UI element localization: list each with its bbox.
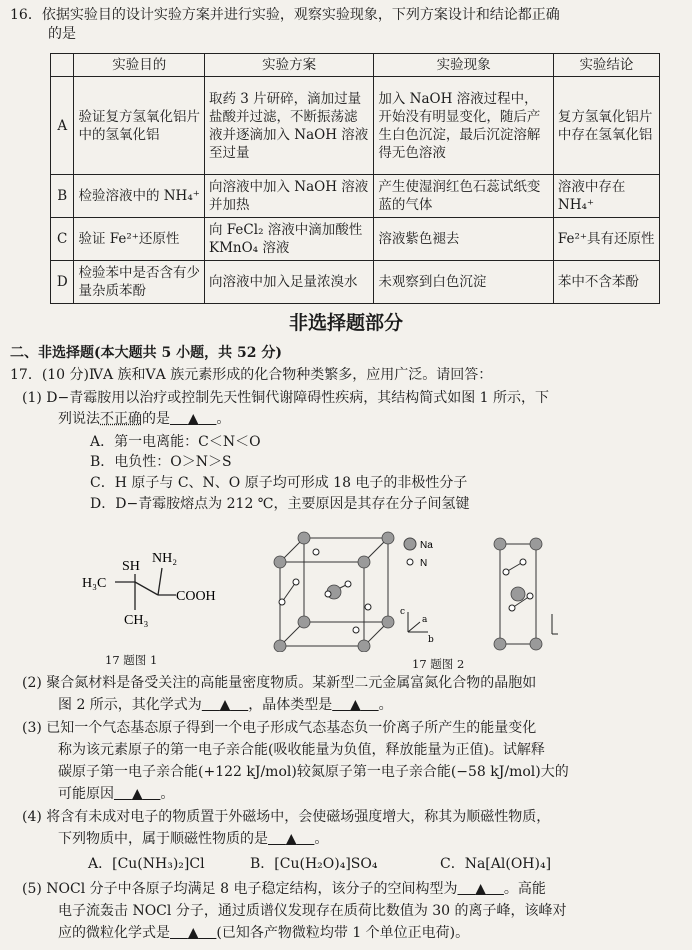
q16-table (50, 53, 660, 304)
cell-purpose: 检验溶液中的 NH₄⁺ (74, 175, 205, 218)
q17-p1-line1: (1) D−青霉胺用以治疗或控制先天性铜代谢障碍性疾病，其结构简式如图 1 所示，下 (22, 390, 550, 406)
label-nh2: NH₂ (152, 551, 178, 566)
cell-purpose: 验证复方氢氧化铝片中的氢氧化铝 (74, 77, 205, 175)
cell-conclusion: 溶液中存在 NH₄⁺ (553, 175, 659, 218)
q16-stem-line1: 16．依据实验目的设计实验方案并进行实验，观察实验现象，下列方案设计和结论都正确 (10, 7, 560, 23)
table-row (51, 261, 660, 304)
label-cooh: COOH (176, 589, 216, 604)
table-row (51, 77, 660, 175)
label-ch3: CH₃ (124, 613, 149, 628)
figure2-crystal-cell (268, 522, 558, 652)
answer-blank: ▲ (285, 831, 297, 847)
q17-p5-line3: 应的微粒化学式是 ▲ (已知各产物微粒均带 1 个单位正电荷)。 (58, 925, 470, 941)
figure1-structure (80, 540, 250, 640)
answer-blank: ▲ (187, 411, 199, 427)
cell-plan: 向溶液中加入 NaOH 溶液并加热 (205, 175, 374, 218)
table-row (51, 175, 660, 218)
cell-conclusion: 复方氢氧化铝片中存在氢氧化铝 (553, 77, 659, 175)
part2-heading: 二、非选择题(本大题共 5 小题，共 52 分) (10, 345, 282, 361)
section-title: 非选择题部分 (288, 312, 403, 334)
header-blank (51, 54, 74, 77)
option-4a: A．[Cu(NH₃)₂]Cl (88, 856, 205, 872)
option-4b: B．[Cu(H₂O)₄]SO₄ (250, 856, 378, 872)
option-1d: D．D−青霉胺熔点为 212 ℃，主要原因是其存在分子间氢键 (90, 496, 470, 512)
q17-p4-line1: (4) 将含有未成对电子的物质置于外磁场中，会使磁场强度增大，称其为顺磁性物质， (22, 809, 551, 825)
label-sh: SH (122, 559, 140, 574)
q17-p2-line1: (2) 聚合氮材料是备受关注的高能量密度物质。某新型二元金属富氮化合物的晶胞如 (22, 675, 537, 691)
q16-stem-line2: 的是 (48, 26, 76, 42)
cell-conclusion: 苯中不含苯酚 (553, 261, 659, 304)
q17-p3-line2: 称为该元素原子的第一电子亲合能(吸收能量为负值，释放能量为正值)。试解释 (58, 742, 545, 758)
q17-p5-line1: (5) NOCl 分子中各原子均满足 8 电子稳定结构，该分子的空间构型为 ▲ 。高能 (22, 881, 546, 897)
axis-a: a (422, 615, 428, 625)
axis-c: c (400, 607, 406, 617)
q17-p3-line4: 可能原因 ▲ 。 (58, 786, 175, 802)
figure1-caption: 17 题图 1 (105, 653, 158, 667)
q17-p3-line3: 碳原子第一电子亲合能(+122 kJ/mol)较氮原子第一电子亲合能(−58 kJ/mol)大的 (58, 764, 569, 780)
table-row (51, 218, 660, 261)
cell-purpose: 验证 Fe²⁺还原性 (74, 218, 205, 261)
row-label: C (51, 218, 74, 261)
q17-p5-line2: 电子流轰击 NOCl 分子，通过质谱仪发现存在质荷比数值为 30 的离子峰，该峰对 (58, 903, 567, 919)
header-conclusion: 实验结论 (553, 54, 659, 77)
q17-p3-line1: (3) 已知一个气态基态原子得到一个电子形成气态基态负一价离子所产生的能量变化 (22, 720, 537, 736)
option-4c: C．Na[Al(OH)₄] (440, 856, 552, 872)
cell-purpose: 检验苯中是否含有少量杂质苯酚 (74, 261, 205, 304)
cell-phenomenon: 加入 NaOH 溶液过程中，开始没有明显变化，随后产生白色沉淀，最后沉淀溶解得无色溶液 (374, 77, 554, 175)
answer-blank: ▲ (187, 925, 199, 941)
legend-n: N (420, 558, 428, 569)
answer-blank: ▲ (475, 881, 487, 897)
legend-na: Na (420, 540, 433, 551)
q17-p1-line2: 列说法不正确的是 ▲ 。 (58, 411, 231, 427)
cell-phenomenon: 溶液紫色褪去 (374, 218, 554, 261)
cell-phenomenon: 产生使湿润红色石蕊试纸变蓝的气体 (374, 175, 554, 218)
cell-conclusion: Fe²⁺具有还原性 (553, 218, 659, 261)
cell-phenomenon: 未观察到白色沉淀 (374, 261, 554, 304)
header-plan: 实验方案 (205, 54, 374, 77)
cell-plan: 取药 3 片研碎，滴加过量盐酸并过滤，不断振荡滤液并逐滴加入 NaOH 溶液至过量 (205, 77, 374, 175)
answer-blank: ▲ (350, 697, 361, 713)
row-label: D (51, 261, 74, 304)
q17-p2-line2: 图 2 所示，其化学式为 ▲ ，晶体类型是 ▲ 。 (58, 697, 393, 713)
option-1a: A．第一电离能：C＜N＜O (90, 434, 261, 450)
option-1b: B．电负性：O＞N＞S (90, 454, 232, 470)
figure2-caption: 17 题图 2 (412, 657, 465, 671)
header-purpose: 实验目的 (74, 54, 205, 77)
option-1c: C．H 原子与 C、N、O 原子均可形成 18 电子的非极性分子 (90, 475, 468, 491)
label-h3c: H₃C (82, 576, 107, 591)
cell-plan: 向溶液中加入足量浓溴水 (205, 261, 374, 304)
emphasis-not-correct: 不正确 (100, 411, 142, 427)
q17-stem: 17．(10 分)ⅣA 族和ⅤA 族元素形成的化合物种类繁多，应用广泛。请回答： (10, 367, 493, 383)
answer-blank: ▲ (131, 786, 143, 802)
header-phenomenon: 实验现象 (374, 54, 554, 77)
q16-stem (10, 6, 560, 44)
bond-lines (115, 568, 176, 610)
legend-na-icon (404, 538, 416, 550)
row-label: A (51, 77, 74, 175)
q17-p4-line2: 下列物质中，属于顺磁性物质的是 ▲ 。 (58, 831, 329, 847)
legend-n-icon (407, 559, 413, 565)
row-label: B (51, 175, 74, 218)
axis-b: b (428, 635, 434, 645)
table-header-row (51, 54, 660, 77)
cell-plan: 向 FeCl₂ 溶液中滴加酸性 KMnO₄ 溶液 (205, 218, 374, 261)
answer-blank: ▲ (219, 697, 231, 713)
